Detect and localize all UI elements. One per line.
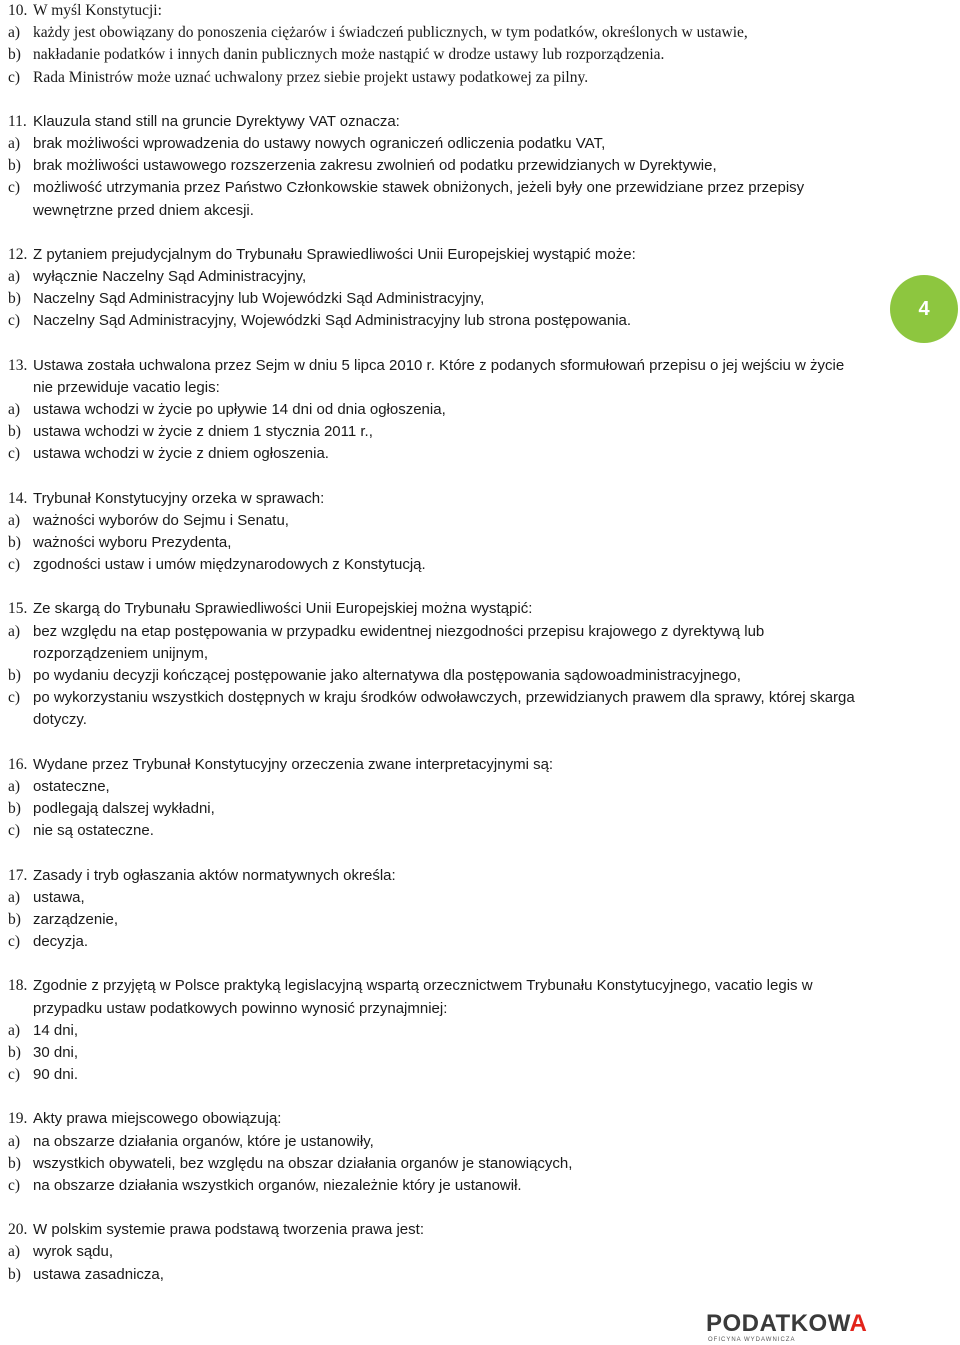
- option-label: a): [8, 777, 21, 795]
- answer-option: [8, 67, 868, 89]
- question-prompt: Zasady i tryb ogłaszania aktów normatywnych określa:: [33, 866, 396, 884]
- option-label: a): [8, 1243, 21, 1261]
- question: [8, 0, 868, 89]
- question-number: 18.: [8, 977, 28, 995]
- option-text: Rada Ministrów może uznać uchwalony przez siebie projekt ustawy podatkowej za pilny.: [33, 68, 589, 86]
- answer-option: [8, 776, 868, 798]
- option-text: wszystkich obywateli, bez względu na obszar działania organów je stanowiących,: [33, 1154, 573, 1172]
- question-header: [8, 355, 868, 399]
- option-label: c): [8, 556, 21, 574]
- question-number: 13.: [8, 356, 28, 374]
- option-label: a): [8, 268, 21, 286]
- question-number: 10.: [8, 2, 28, 19]
- option-text: na obszarze działania wszystkich organów, niezależnie który je ustanowił.: [33, 1176, 522, 1194]
- question-number: 15.: [8, 600, 28, 618]
- question-header: [8, 244, 868, 266]
- option-text: ustawa wchodzi w życie z dniem 1 stycznia 2011 r.,: [33, 423, 373, 441]
- answer-option: [8, 1241, 868, 1263]
- answer-option: [8, 266, 868, 288]
- option-label: c): [8, 179, 21, 197]
- answer-option: [8, 22, 868, 44]
- option-text: nakładanie podatków i innych danin publicznych może nastąpić w drodze ustawy lub rozporządzenia.: [33, 46, 665, 64]
- answer-option: [8, 421, 868, 443]
- question: [8, 1219, 868, 1286]
- option-text: 14 dni,: [33, 1021, 79, 1039]
- option-text: nie są ostateczne.: [33, 822, 154, 840]
- answer-option: [8, 931, 868, 953]
- question-header: [8, 865, 868, 887]
- option-text: 90 dni.: [33, 1066, 79, 1084]
- option-text: bez względu na etap postępowania w przypadku ewidentnej niezgodności przepisu krajowego z dyrektywą lub rozporządzeniem unijnym,: [33, 622, 765, 662]
- option-text: każdy jest obowiązany do ponoszenia ciężarów i świadczeń publicznych, w tym podatków, określonych w ustawie,: [33, 24, 748, 42]
- option-text: po wykorzystaniu wszystkich dostępnych w kraju środków odwoławczych, przewidzianych prawem dla sprawy, której skarga dotyczy.: [33, 689, 855, 729]
- answer-option: [8, 621, 868, 665]
- option-text: po wydaniu decyzji kończącej postępowanie jako alternatywa dla postępowania sądowoadministracyjnego,: [33, 667, 741, 685]
- logo-tagline: OFICYNA WYDAWNICZA: [708, 1337, 796, 1343]
- question-list: [8, 0, 868, 1308]
- option-text: wyłącznie Naczelny Sąd Administracyjny,: [33, 268, 307, 286]
- option-text: ustawa zasadnicza,: [33, 1265, 164, 1283]
- question-header: [8, 975, 868, 1019]
- option-text: zarządzenie,: [33, 910, 119, 928]
- answer-option: [8, 155, 868, 177]
- option-label: c): [8, 1066, 21, 1084]
- option-label: a): [8, 401, 21, 419]
- question: [8, 865, 868, 954]
- option-text: możliwość utrzymania przez Państwo Członkowskie stawek obniżonych, jeżeli były one przewidziane przez przepisy wewnętrzne przed dniem akcesji.: [33, 179, 805, 219]
- option-label: b): [8, 46, 21, 64]
- answer-option: [8, 532, 868, 554]
- page-number: 4: [918, 297, 930, 320]
- option-label: b): [8, 1154, 21, 1172]
- option-label: b): [8, 157, 21, 175]
- option-label: c): [8, 689, 21, 707]
- answer-option: [8, 798, 868, 820]
- answer-option: [8, 288, 868, 310]
- option-label: c): [8, 312, 21, 330]
- question: [8, 355, 868, 466]
- answer-option: [8, 1175, 868, 1197]
- answer-option: [8, 177, 868, 221]
- question: [8, 975, 868, 1086]
- question-header: [8, 111, 868, 133]
- question-number: 17.: [8, 866, 28, 884]
- answer-option: [8, 1020, 868, 1042]
- answer-option: [8, 687, 868, 731]
- question: [8, 598, 868, 731]
- question-number: 11.: [8, 112, 27, 130]
- option-label: b): [8, 290, 21, 308]
- question-header: [8, 1219, 868, 1241]
- option-label: b): [8, 800, 21, 818]
- logo-wordmark: PODATKOWA: [706, 1310, 868, 1337]
- answer-option: [8, 310, 868, 332]
- question-prompt: W myśl Konstytucji:: [33, 2, 162, 19]
- option-label: c): [8, 1176, 21, 1194]
- question-prompt: W polskim systemie prawa podstawą tworzenia prawa jest:: [33, 1221, 424, 1239]
- option-text: Naczelny Sąd Administracyjny, Wojewódzki Sąd Administracyjny lub strona postępowania.: [33, 312, 632, 330]
- page-number-badge: [890, 275, 958, 343]
- question-prompt: Zgodnie z przyjętą w Polsce praktyką legislacyjną wspartą orzecznictwem Trybunału Konstytucyjnego, vacatio legis w przypadku ustaw podatkowych powinno wynosić przynajmniej:: [33, 977, 813, 1017]
- option-label: c): [8, 933, 21, 951]
- question-prompt: Ze skargą do Trybunału Sprawiedliwości Unii Europejskiej można wystąpić:: [33, 600, 533, 618]
- answer-option: [8, 44, 868, 66]
- option-label: c): [8, 822, 21, 840]
- question-prompt: Ustawa została uchwalona przez Sejm w dniu 5 lipca 2010 r. Które z podanych sformułowań przepisu o jej wejściu w życie nie przewiduje vacatio legis:: [33, 356, 845, 396]
- option-text: ważności wyborów do Sejmu i Senatu,: [33, 511, 289, 529]
- answer-option: [8, 820, 868, 842]
- option-text: brak możliwości wprowadzenia do ustawy nowych ograniczeń odliczenia podatku VAT,: [33, 135, 606, 153]
- answer-option: [8, 1131, 868, 1153]
- question-header: [8, 0, 868, 22]
- answer-option: [8, 665, 868, 687]
- question: [8, 754, 868, 843]
- question-header: [8, 488, 868, 510]
- question-prompt: Z pytaniem prejudycjalnym do Trybunału Sprawiedliwości Unii Europejskiej wystąpić może:: [33, 245, 636, 263]
- option-label: a): [8, 888, 21, 906]
- question: [8, 244, 868, 333]
- option-label: b): [8, 534, 21, 552]
- publisher-logo: [706, 1310, 866, 1344]
- option-label: b): [8, 667, 21, 685]
- option-label: a): [8, 135, 21, 153]
- answer-option: [8, 887, 868, 909]
- option-text: ostateczne,: [33, 777, 110, 795]
- answer-option: [8, 1264, 868, 1286]
- answer-option: [8, 1153, 868, 1175]
- option-label: b): [8, 910, 21, 928]
- question-number: 14.: [8, 489, 28, 507]
- question-prompt: Wydane przez Trybunał Konstytucyjny orzeczenia zwane interpretacyjnymi są:: [33, 755, 554, 773]
- option-label: c): [8, 68, 21, 86]
- option-label: c): [8, 445, 21, 463]
- option-text: zgodności ustaw i umów międzynarodowych z Konstytucją.: [33, 556, 426, 574]
- question-header: [8, 1108, 868, 1130]
- question-prompt: Klauzula stand still na gruncie Dyrektywy VAT oznacza:: [33, 112, 400, 130]
- question-header: [8, 598, 868, 620]
- option-text: ustawa,: [33, 888, 85, 906]
- option-text: podlegają dalszej wykładni,: [33, 800, 215, 818]
- question: [8, 1108, 868, 1197]
- answer-option: [8, 510, 868, 532]
- option-text: ważności wyboru Prezydenta,: [33, 534, 232, 552]
- answer-option: [8, 443, 868, 465]
- option-label: b): [8, 1265, 21, 1283]
- answer-option: [8, 1064, 868, 1086]
- option-label: a): [8, 24, 21, 42]
- option-text: ustawa wchodzi w życie z dniem ogłoszenia.: [33, 445, 329, 463]
- answer-option: [8, 554, 868, 576]
- option-text: ustawa wchodzi w życie po upływie 14 dni od dnia ogłoszenia,: [33, 401, 446, 419]
- option-label: a): [8, 1021, 21, 1039]
- question-number: 16.: [8, 755, 28, 773]
- option-label: a): [8, 511, 21, 529]
- question: [8, 488, 868, 577]
- question-number: 12.: [8, 245, 28, 263]
- option-label: a): [8, 1132, 21, 1150]
- option-text: 30 dni,: [33, 1043, 79, 1061]
- question-prompt: Trybunał Konstytucyjny orzeka w sprawach:: [33, 489, 325, 507]
- answer-option: [8, 1042, 868, 1064]
- option-label: a): [8, 622, 21, 640]
- option-text: Naczelny Sąd Administracyjny lub Wojewódzki Sąd Administracyjny,: [33, 290, 485, 308]
- question-prompt: Akty prawa miejscowego obowiązują:: [33, 1110, 282, 1128]
- option-label: b): [8, 1043, 21, 1061]
- logo-accent-letter: A: [849, 1310, 868, 1337]
- question-number: 19.: [8, 1110, 28, 1128]
- question-number: 20.: [8, 1221, 28, 1239]
- question-header: [8, 754, 868, 776]
- option-label: b): [8, 423, 21, 441]
- option-text: decyzja.: [33, 933, 89, 951]
- answer-option: [8, 399, 868, 421]
- answer-option: [8, 909, 868, 931]
- option-text: na obszarze działania organów, które je ustanowiły,: [33, 1132, 374, 1150]
- question: [8, 111, 868, 222]
- answer-option: [8, 133, 868, 155]
- option-text: wyrok sądu,: [33, 1243, 114, 1261]
- option-text: brak możliwości ustawowego rozszerzenia zakresu zwolnień od podatku przewidzianych w Dyrektywie,: [33, 157, 717, 175]
